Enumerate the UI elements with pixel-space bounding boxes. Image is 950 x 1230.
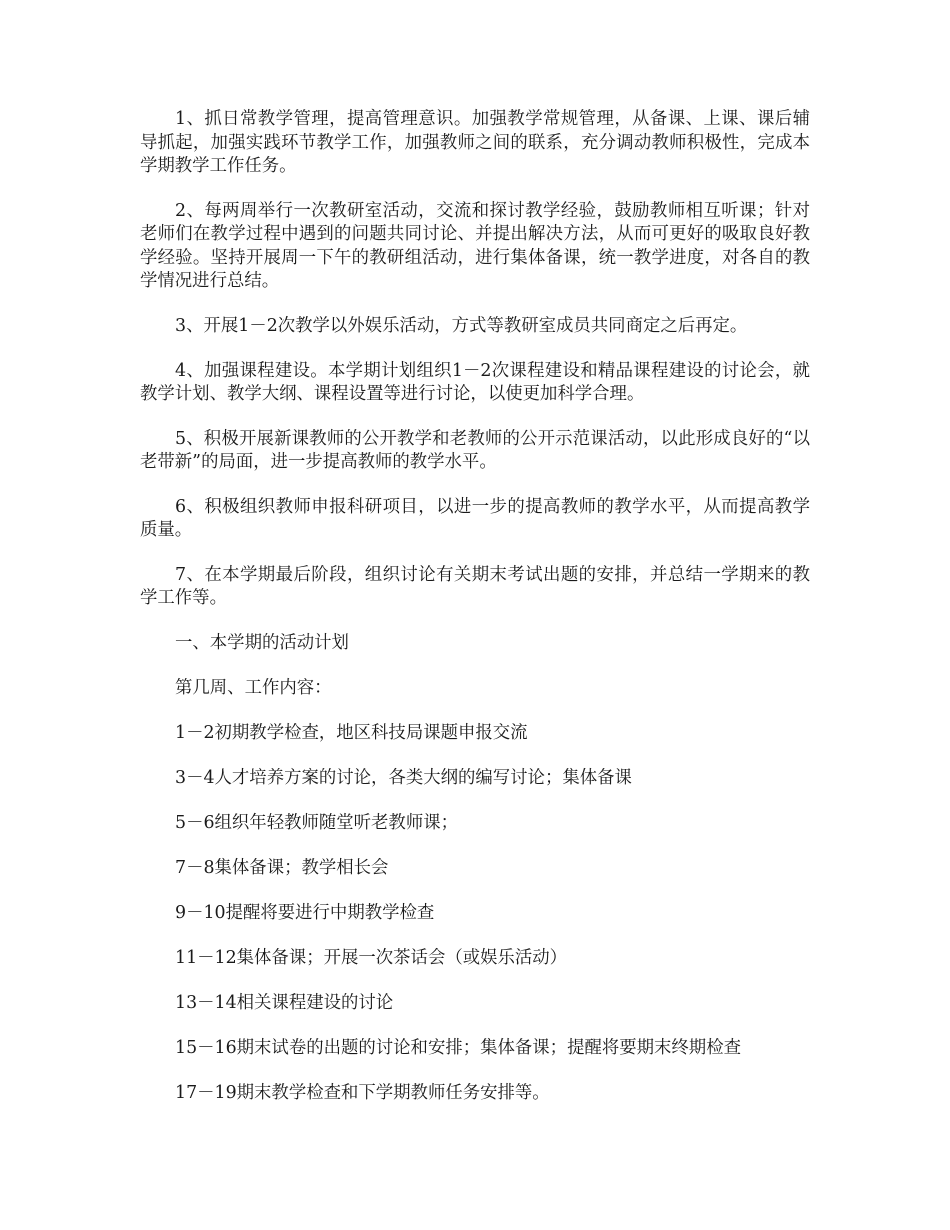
schedule-row-2: 3－4人才培养方案的讨论，各类大纲的编写讨论；集体备课 [175,767,632,788]
paragraph-item-3: 3、开展1－2次教学以外娱乐活动，方式等教研室成员共同商定之后再定。 [175,315,748,336]
schedule-row-9: 17－19期末教学检查和下学期教师任务安排等。 [175,1082,550,1103]
schedule-row-8: 15－16期末试卷的出题的讨论和安排；集体备课；提醒将要期末终期检查 [175,1037,741,1058]
schedule-row-5: 9－10提醒将要进行中期教学检查 [175,902,435,923]
schedule-row-4: 7－8集体备课；教学相长会 [175,857,389,878]
paragraph-item-2: 2、每两周举行一次教研室活动，交流和探讨教学经验，鼓励教师相互听课；针对老师们在教学过程中遇到的问题共同讨论、并提出解决方法，从而可更好的吸取良好教学经验。坚持开展周一下午的教研组活动，进行集体备课，统一教学进度，对各自的教学情况进行总结。 [140,200,810,291]
schedule-row-1: 1－2初期教学检查，地区科技局课题申报交流 [175,722,528,743]
schedule-header: 第几周、工作内容： [175,677,332,698]
document-body [140,108,810,1127]
section-title: 一、本学期的活动计划 [175,632,349,653]
paragraph-item-1: 1、抓日常教学管理，提高管理意识。加强教学常规管理，从备课、上课、课后辅导抓起，加强实践环节教学工作，加强教师之间的联系，充分调动教师积极性，完成本学期教学工作任务。 [140,109,810,176]
schedule-row-3: 5－6组织年轻教师随堂听老教师课； [175,812,458,833]
paragraph-item-7: 7、在本学期最后阶段，组织讨论有关期末考试出题的安排，并总结一学期来的教学工作等。 [140,564,810,608]
paragraph-item-4: 4、加强课程建设。本学期计划组织1－2次课程建设和精品课程建设的讨论会，就教学计划、教学大纲、课程设置等进行讨论，以使更加科学合理。 [140,360,810,404]
schedule-row-6: 11－12集体备课；开展一次茶话会（或娱乐活动） [175,947,568,968]
paragraph-item-6: 6、积极组织教师申报科研项目，以进一步的提高教师的教学水平，从而提高教学质量。 [140,496,810,540]
paragraph-item-5: 5、积极开展新课教师的公开教学和老教师的公开示范课活动，以此形成良好的“以老带新”的局面，进一步提高教师的教学水平。 [140,428,810,472]
schedule-row-7: 13－14相关课程建设的讨论 [175,992,394,1013]
